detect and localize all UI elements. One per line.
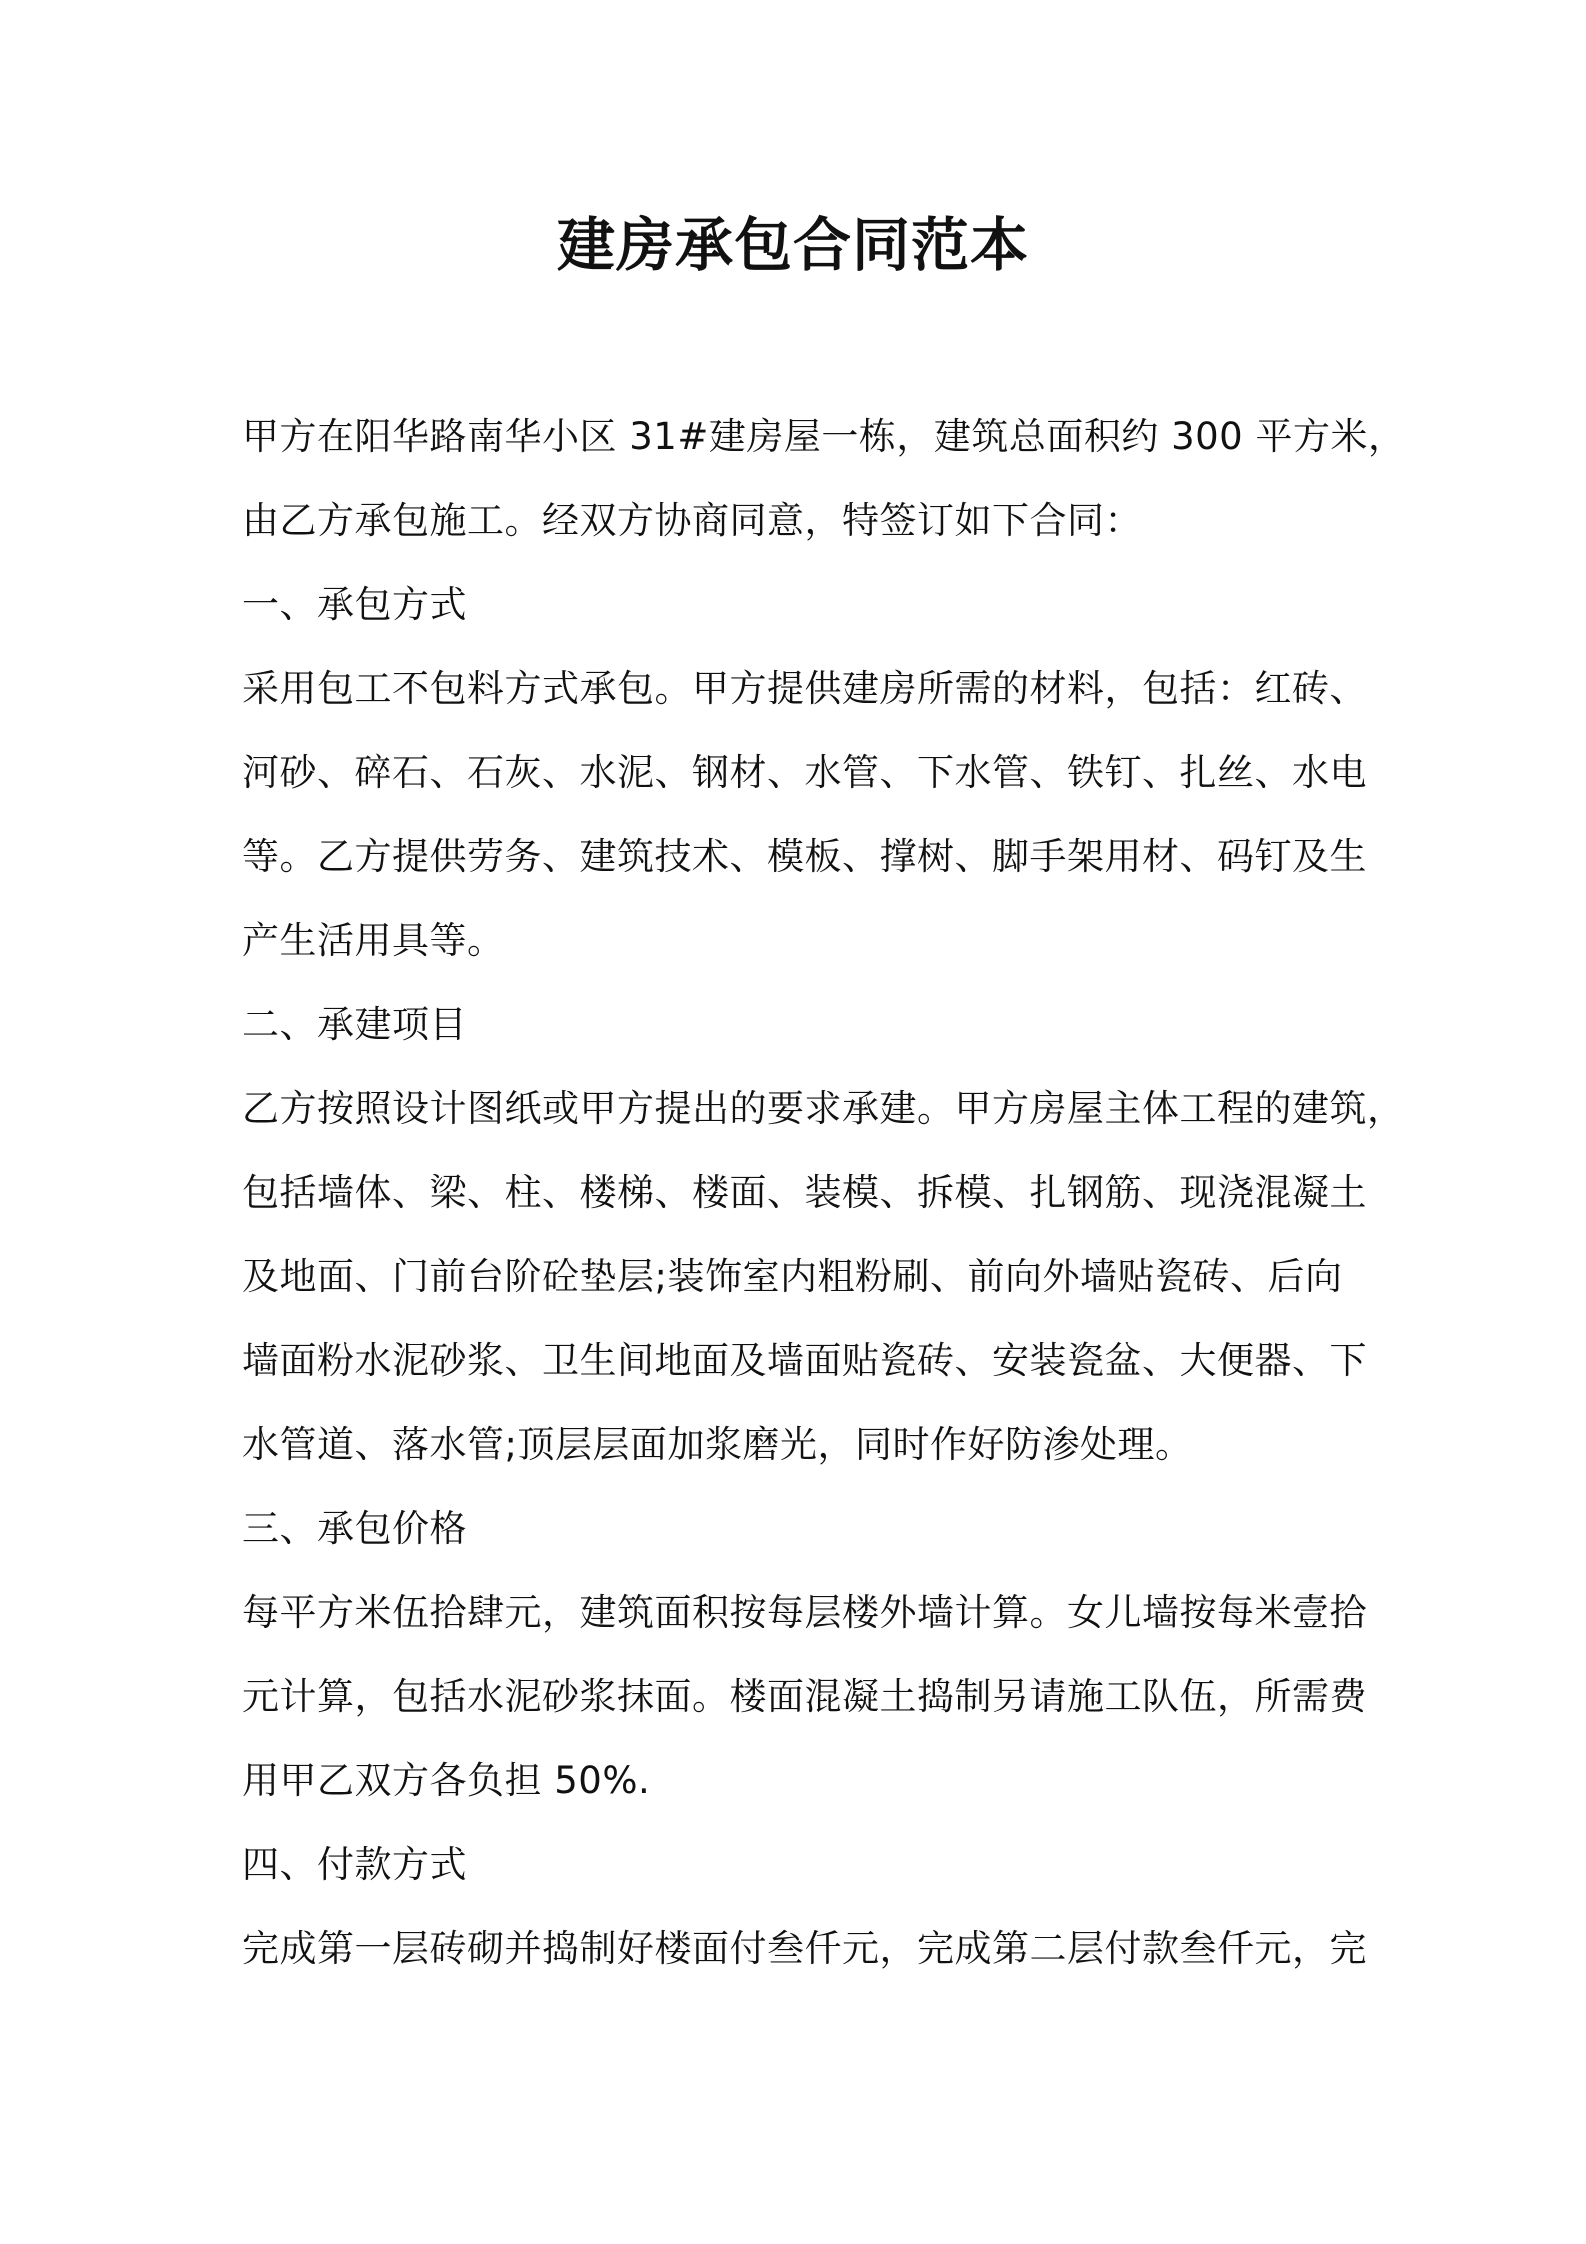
text-line: 河砂、碎石、石灰、水泥、钢材、水管、下水管、铁钉、扎丝、水电	[242, 751, 1367, 794]
text-line: 墙面粉水泥砂浆、卫生间地面及墙面贴瓷砖、安装瓷盆、大便器、下	[242, 1339, 1367, 1382]
text-line: 甲方在阳华路南华小区 31#建房屋一栋，建筑总面积约 300 平方米，	[242, 415, 1406, 458]
document-title: 建房承包合同范本	[556, 211, 1029, 279]
text-line: 及地面、门前台阶砼垫层;装饰室内粗粉刷、前向外墙贴瓷砖、后向	[242, 1255, 1343, 1298]
text-line: 产生活用具等。	[242, 919, 505, 962]
text-line: 等。乙方提供劳务、建筑技术、模板、撑树、脚手架用材、码钉及生	[242, 835, 1367, 878]
text-line: 完成第一层砖砌并捣制好楼面付叁仟元，完成第二层付款叁仟元，完	[242, 1927, 1367, 1970]
text-line: 水管道、落水管;顶层层面加浆磨光，同时作好防渗处理。	[242, 1423, 1193, 1466]
text-line: 每平方米伍拾肆元，建筑面积按每层楼外墙计算。女儿墙按每米壹拾	[242, 1591, 1367, 1634]
text-line: 用甲乙双方各负担 50%.	[242, 1759, 651, 1802]
text-line: 由乙方承包施工。经双方协商同意，特签订如下合同：	[242, 499, 1142, 542]
text-line: 采用包工不包料方式承包。甲方提供建房所需的材料，包括：红砖、	[242, 667, 1367, 710]
document-body	[242, 395, 1406, 1991]
section-heading: 一、承包方式	[242, 583, 467, 626]
text-line: 包括墙体、梁、柱、楼梯、楼面、装模、拆模、扎钢筋、现浇混凝土	[242, 1171, 1367, 1214]
section-heading: 二、承建项目	[242, 1003, 467, 1046]
text-line: 乙方按照设计图纸或甲方提出的要求承建。甲方房屋主体工程的建筑，	[242, 1087, 1405, 1130]
section-heading: 三、承包价格	[242, 1507, 467, 1550]
section-heading: 四、付款方式	[242, 1843, 467, 1886]
text-line: 元计算，包括水泥砂浆抹面。楼面混凝土捣制另请施工队伍，所需费	[242, 1675, 1367, 1718]
